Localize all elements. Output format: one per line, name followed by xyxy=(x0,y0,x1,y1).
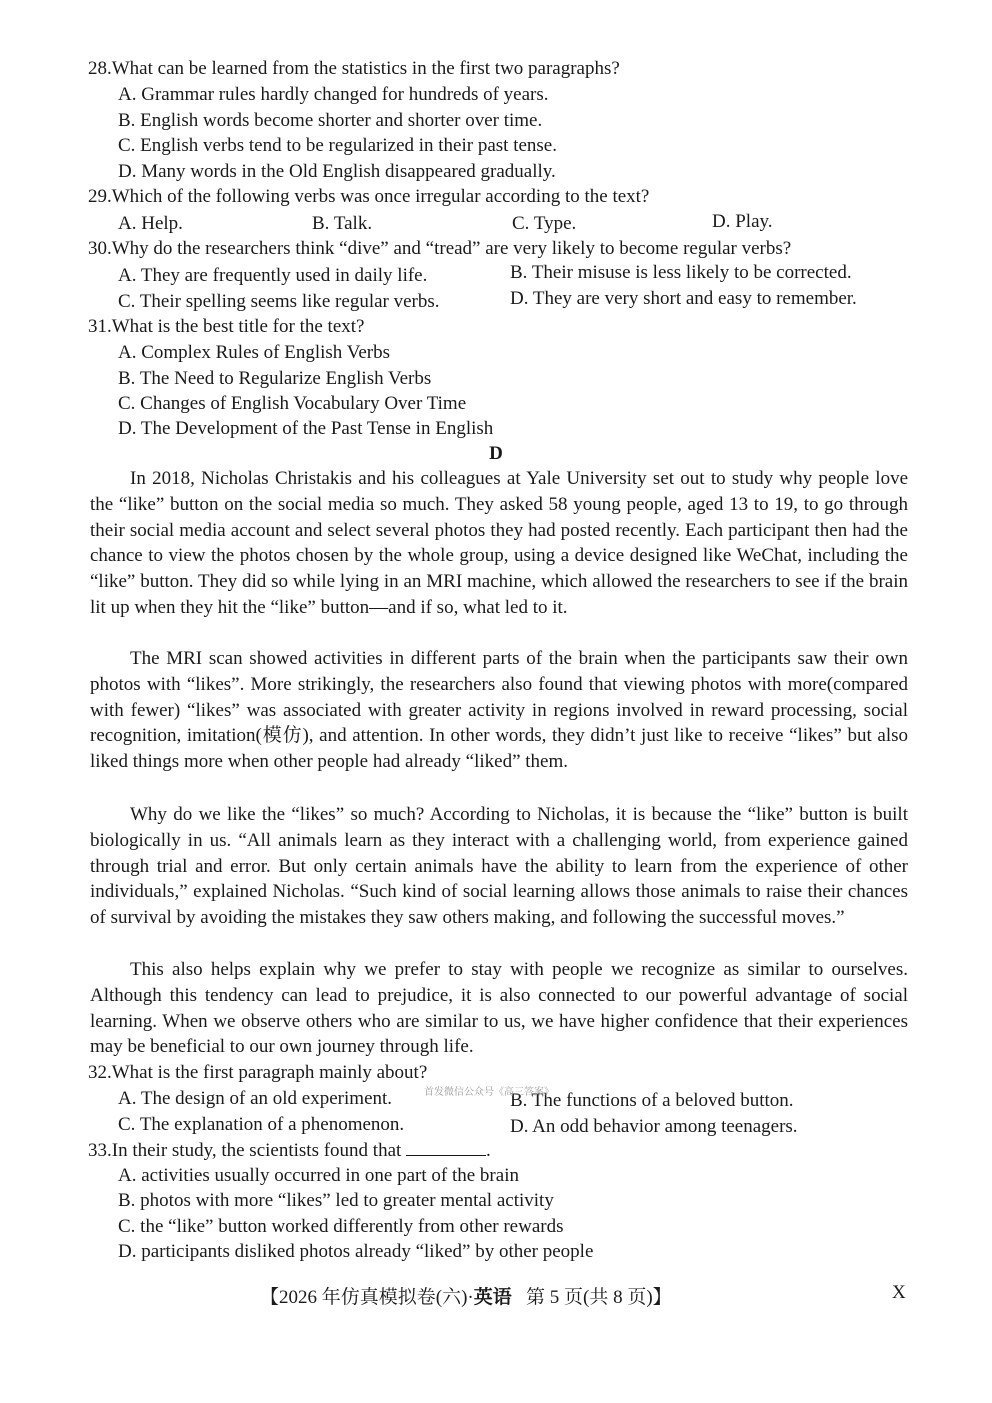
footer-mark: X xyxy=(892,1282,906,1303)
question-31-option-a: A. Complex Rules of English Verbs xyxy=(118,342,390,363)
question-33-option-d: D. participants disliked photos already “liked” by other people xyxy=(118,1241,594,1262)
question-30-option-b: B. Their misuse is less likely to be corrected. xyxy=(510,262,852,283)
question-31-stem: 31.What is the best title for the text? xyxy=(88,316,365,337)
passage-paragraph-4: This also helps explain why we prefer to stay with people we recognize as similar to ourselves. Although this tendency can lead to prejudice, it is also connected to our powerful advantage of social learning. When we observe others who are similar to us, we have higher confidence that their experiences may be beneficial to our own journey through life. xyxy=(90,959,908,1058)
question-32-option-a: A. The design of an old experiment. xyxy=(118,1088,393,1109)
question-30-stem: 30.Why do the researchers think “dive” and “tread” are very likely to become regular verbs? xyxy=(88,238,792,259)
question-29-stem: 29.Which of the following verbs was once irregular according to the text? xyxy=(88,186,650,207)
question-32-stem: 32.What is the first paragraph mainly about? xyxy=(88,1062,428,1083)
question-33-option-c: C. the “like” button worked differently from other rewards xyxy=(118,1216,564,1237)
question-31-option-d: D. The Development of the Past Tense in English xyxy=(118,418,494,439)
passage-paragraph-1: In 2018, Nicholas Christakis and his colleagues at Yale University set out to study why people love the “like” button on the social media so much. They asked 58 young people, aged 13 to 19, to go through their social media account and select several photos they had posted recently. Each participant then had the chance to view the photos chosen by the whole group, using a device designed like WeChat, including the “like” button. They did so while lying in an MRI machine, which allowed the researchers to see if the brain lit up when they hit the “like” button—and if so, what led to it. xyxy=(90,468,908,618)
question-28-stem: 28.What can be learned from the statistics in the first two paragraphs? xyxy=(88,58,620,79)
question-28-option-a: A. Grammar rules hardly changed for hundreds of years. xyxy=(118,84,549,105)
passage-paragraph-2: The MRI scan showed activities in different parts of the brain when the participants saw their own photos with “likes”. More strikingly, the researchers also found that viewing photos with more(compared with fewer) “likes” was associated with greater activity in regions involved in reward processing, social recognition, imitation(模仿), and attention. In other words, they didn’t just like to receive “likes” but also liked things more when other people had already “liked” them. xyxy=(90,648,908,773)
answer-blank xyxy=(406,1137,486,1156)
question-29-option-b: B. Talk. xyxy=(312,213,373,234)
question-28-option-b: B. English words become shorter and shorter over time. xyxy=(118,110,543,131)
question-31-option-c: C. Changes of English Vocabulary Over Time xyxy=(118,393,467,414)
question-31-option-b: B. The Need to Regularize English Verbs xyxy=(118,368,432,389)
question-29-option-a: A. Help. xyxy=(118,213,183,234)
page-footer: 【2026 年仿真模拟卷(六)·英语 第 5 页(共 8 页)】 xyxy=(260,1286,672,1308)
question-30-option-d: D. They are very short and easy to remember. xyxy=(510,288,857,309)
question-32-option-d: D. An odd behavior among teenagers. xyxy=(510,1116,798,1137)
question-33-option-a: A. activities usually occurred in one part of the brain xyxy=(118,1165,519,1186)
question-32-option-b: B. The functions of a beloved button. xyxy=(510,1090,794,1111)
passage-paragraph-3: Why do we like the “likes” so much? According to Nicholas, it is because the “like” button is built biologically in us. “All animals learn as they interact with a challenging world, from experience gained through trial and error. But only certain animals have the ability to learn from the experience of other individuals,” explained Nicholas. “Such kind of social learning allows those animals to raise their chances of survival by avoiding the mistakes they saw others making, and following the successful moves.” xyxy=(90,804,908,929)
question-30-option-a: A. They are frequently used in daily life. xyxy=(118,265,428,286)
question-29-option-d: D. Play. xyxy=(712,211,773,232)
question-32-option-c: C. The explanation of a phenomenon. xyxy=(118,1114,405,1135)
question-28-option-c: C. English verbs tend to be regularized in their past tense. xyxy=(118,135,557,156)
question-33-stem: 33.In their study, the scientists found that . xyxy=(88,1137,491,1164)
question-33-option-b: B. photos with more “likes” led to greater mental activity xyxy=(118,1190,554,1211)
section-heading: D xyxy=(489,443,503,464)
watermark: 首发微信公众号《高三答案》 xyxy=(424,1087,554,1098)
question-28-option-d: D. Many words in the Old English disappeared gradually. xyxy=(118,161,556,182)
question-30-option-c: C. Their spelling seems like regular verbs. xyxy=(118,291,440,312)
question-29-option-c: C. Type. xyxy=(512,213,577,234)
